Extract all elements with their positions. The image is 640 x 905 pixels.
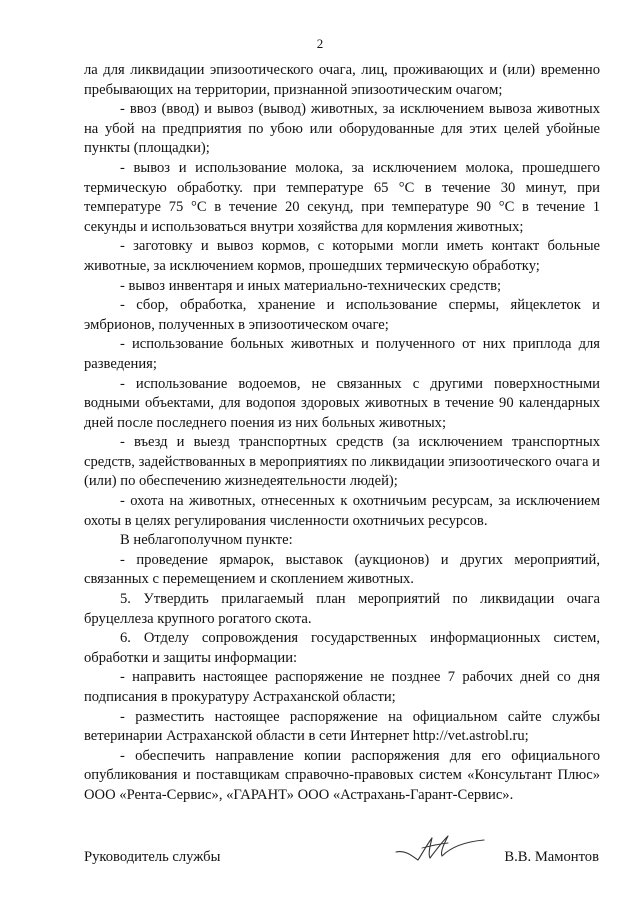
signatory-position: Руководитель службы bbox=[84, 849, 221, 865]
paragraph: ла для ликвидации эпизоотического очага, лиц, проживающих и (или) временно пребывающих на территории, признанной эпизоотическим очагом; bbox=[84, 62, 600, 98]
paragraph: - сбор, обработка, хранение и использование спермы, яйцеклеток и эмбрионов, полученных в эпизоотическом очаге; bbox=[84, 297, 600, 333]
paragraph: 5. Утвердить прилагаемый план мероприятий по ликвидации очага бруцеллеза крупного рогатого скота. bbox=[84, 591, 600, 627]
paragraph: - заготовку и вывоз кормов, с которыми могли иметь контакт больные животные, за исключением кормов, прошедших термическую обработку; bbox=[84, 238, 600, 274]
paragraph: - проведение ярмарок, выставок (аукционов) и других мероприятий, связанных с перемещением и скоплением животных. bbox=[84, 551, 600, 588]
paragraph: - использование водоемов, не связанных с другими поверхностными водными объектами, для водопоя здоровых животных в течение 90 календарных дней после последнего поения из них больных животных; bbox=[84, 375, 600, 431]
paragraph: - направить настоящее распоряжение не позднее 7 рабочих дней со дня подписания в прокуратуру Астраханской области; bbox=[84, 669, 600, 705]
paragraph: - обеспечить направление копии распоряжения для его официального опубликования и поставщикам справочно-правовых систем «Консультант Плюс» ООО «Рента-Сервис», «ГАРАНТ» ООО «Астрахань-Гарант-Сервис». bbox=[84, 747, 600, 803]
paragraph: - ввоз (ввод) и вывоз (вывод) животных, за исключением вывоза животных на убой на предприятия по убою или оборудованные для этих целей убойные пункты (площадки); bbox=[84, 101, 600, 157]
paragraph: 6. Отделу сопровождения государственных информационных систем, обработки и защиты информации: bbox=[84, 630, 600, 666]
paragraph: - охота на животных, отнесенных к охотничьим ресурсам, за исключением охоты в целях регулирования численности охотничьих ресурсов. bbox=[84, 493, 600, 529]
document-body bbox=[84, 61, 600, 806]
page-number: 2 bbox=[316, 36, 324, 51]
paragraph: - разместить настоящее распоряжение на официальном сайте службы ветеринарии Астраханской области в сети Интернет http://vet.astrobl.ru; bbox=[84, 708, 600, 745]
handwritten-signature bbox=[392, 826, 488, 868]
paragraph: - вывоз и использование молока, за исключением молока, прошедшего термическую обработку. при температуре 65 °С в течение 30 минут, при температуре 75 °С в течение 20 секунд, при температуре 90 °С в течение 1 секунды и использоваться внутри хозяйства для кормления животных; bbox=[84, 159, 600, 235]
paragraph: - вывоз инвентаря и иных материально-технических средств; bbox=[120, 277, 502, 294]
paragraph: В неблагополучном пункте: bbox=[120, 532, 293, 549]
paragraph: - въезд и выезд транспортных средств (за исключением транспортных средств, задействованных в мероприятиях по ликвидации эпизоотического очага и (или) по обеспечению жизнедеятельности людей); bbox=[84, 434, 600, 490]
paragraph: - использование больных животных и полученного от них приплода для разведения; bbox=[84, 336, 600, 372]
signatory-name: В.В. Мамонтов bbox=[504, 849, 599, 865]
